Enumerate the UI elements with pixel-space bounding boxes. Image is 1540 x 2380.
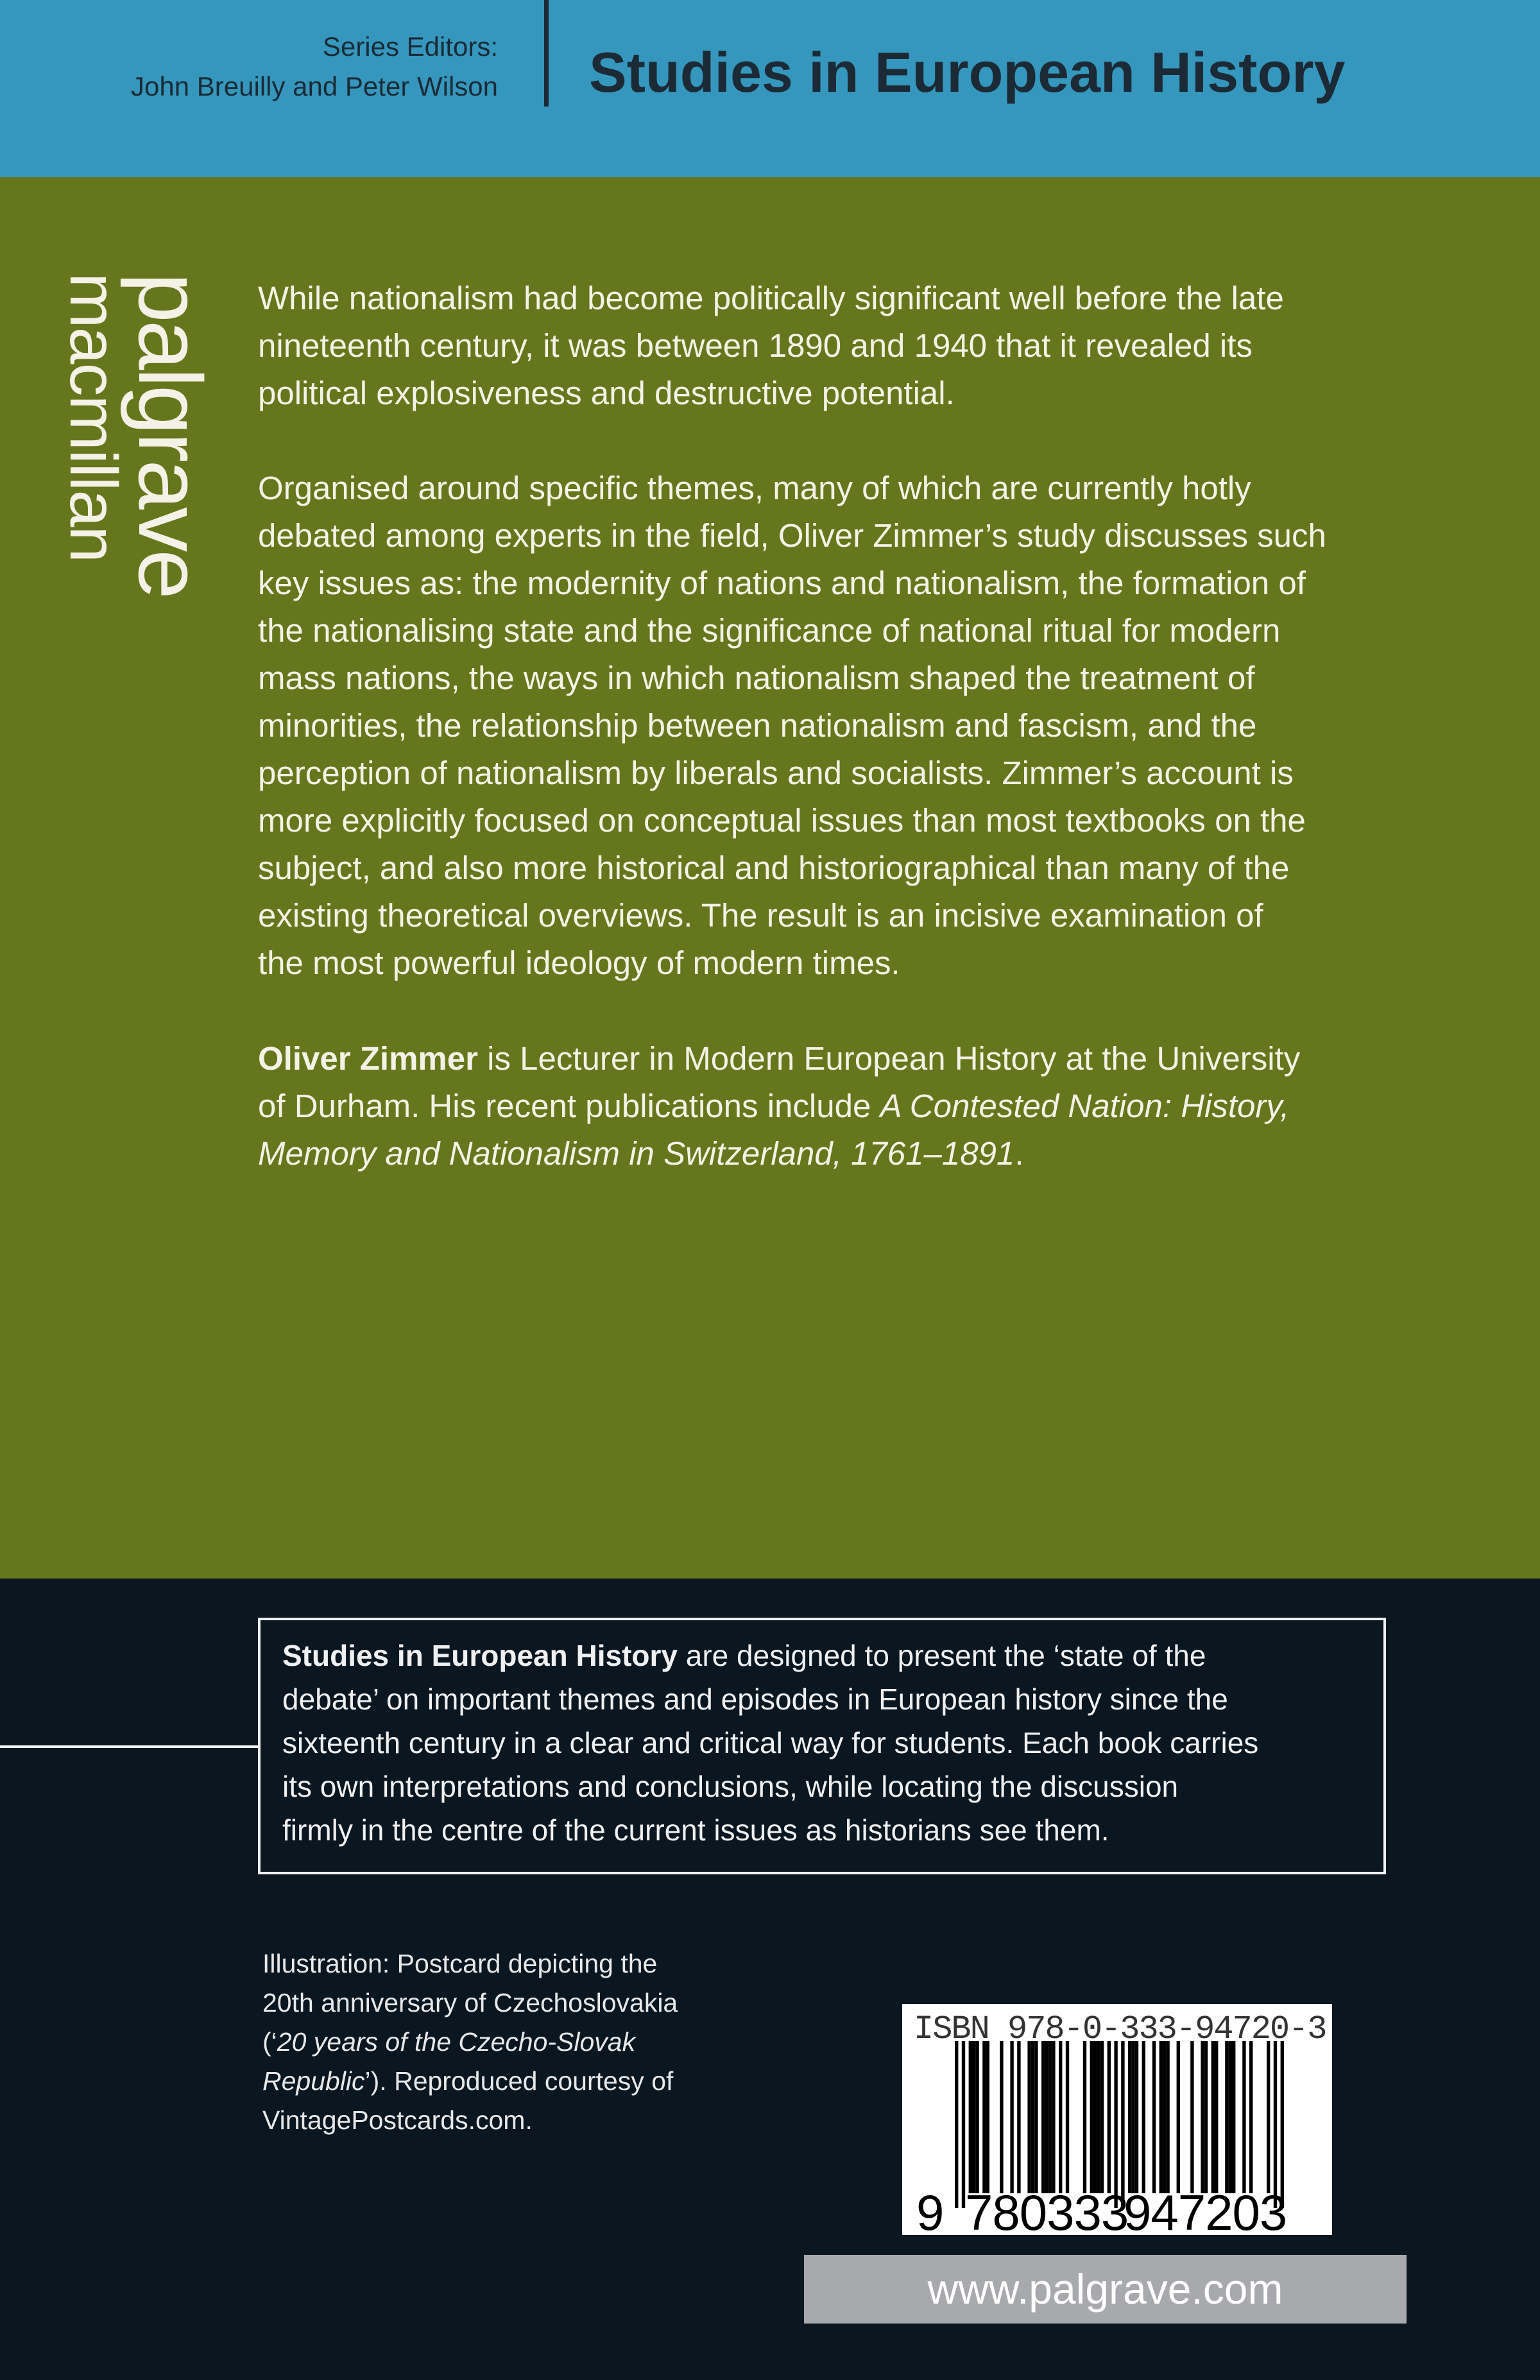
barcode-bar xyxy=(1090,2041,1093,2193)
barcode-bar xyxy=(1201,2041,1204,2193)
barcode-digit-first: 9 xyxy=(916,2184,945,2241)
barcode-bar xyxy=(1066,2041,1069,2193)
illustration-credit xyxy=(262,1944,678,2140)
barcode-bar xyxy=(1229,2041,1232,2193)
text-line: key issues as: the modernity of nations and nationalism, the formation of xyxy=(258,565,1306,601)
logo-palgrave: palgrave xyxy=(120,273,221,597)
barcode-bar xyxy=(1152,2041,1156,2193)
barcode-bar xyxy=(1159,2041,1163,2193)
barcode-bar xyxy=(969,2041,972,2193)
barcode-bar xyxy=(1163,2041,1166,2193)
barcode-bar xyxy=(1059,2041,1062,2193)
blurb-paragraph-2 xyxy=(258,465,1326,987)
text-line: the most powerful ideology of modern times. xyxy=(258,945,900,981)
palgrave-macmillan-logo xyxy=(45,273,221,658)
barcode-digits-left: 780333 xyxy=(965,2184,1129,2241)
credit-line xyxy=(262,2062,678,2101)
author-name: Oliver Zimmer xyxy=(258,1040,478,1077)
postcard-title: Republic xyxy=(262,2066,365,2096)
text-line: minorities, the relationship between nationalism and fascism, and the xyxy=(258,707,1257,744)
barcode-bar xyxy=(1097,2041,1100,2193)
credit-line: VintagePostcards.com. xyxy=(262,2105,533,2135)
barcode-bar xyxy=(1083,2041,1086,2193)
barcode-bar xyxy=(1128,2041,1131,2193)
barcode-bar xyxy=(1121,2041,1124,2208)
barcode-bar xyxy=(1052,2041,1055,2193)
barcode-bar xyxy=(1215,2041,1218,2193)
barcode-bar xyxy=(1100,2041,1104,2193)
text-line: sixteenth century in a clear and critical way for students. Each book carries xyxy=(282,1726,1259,1759)
barcode-bar xyxy=(1027,2041,1031,2193)
author-bio xyxy=(258,1035,1300,1177)
barcode-digits-right: 947203 xyxy=(1124,2184,1287,2241)
book-title: Memory and Nationalism in Switzerland, 1761–1891 xyxy=(258,1135,1015,1172)
author-bio-line xyxy=(258,1130,1300,1177)
barcode-bar xyxy=(1045,2041,1048,2193)
barcode-bar xyxy=(1211,2041,1215,2193)
barcode-bar xyxy=(1031,2041,1034,2193)
text-line: existing theoretical overviews. The result is an incisive examination of xyxy=(258,897,1263,934)
text: . xyxy=(1014,1135,1024,1172)
barcode-bar xyxy=(1166,2041,1169,2193)
text: ’). Reproduced courtesy of xyxy=(364,2066,674,2096)
text-line: debated among experts in the field, Oliver Zimmer’s study discusses such xyxy=(258,517,1326,554)
text: (‘ xyxy=(262,2027,277,2057)
blurb-paragraph-1 xyxy=(258,275,1284,417)
text-line: debate’ on important themes and episodes in European history since the xyxy=(282,1682,1228,1716)
barcode-bar xyxy=(1000,2041,1003,2193)
barcode-bar xyxy=(986,2041,989,2193)
barcode-bar xyxy=(1114,2041,1117,2208)
text-line: nineteenth century, it was between 1890 and 1940 that it revealed its xyxy=(258,327,1253,364)
author-bio-line xyxy=(258,1083,1300,1130)
barcode-bar xyxy=(955,2041,958,2208)
barcode-bar xyxy=(962,2041,965,2208)
series-title: Studies in European History xyxy=(589,40,1346,104)
text-line: perception of nationalism by liberals and socialists. Zimmer’s account is xyxy=(258,755,1294,791)
barcode-bar xyxy=(972,2041,975,2193)
series-description xyxy=(282,1634,1258,1852)
text: is Lecturer in Modern European History at the University xyxy=(477,1040,1301,1077)
text-line: subject, and also more historical and historiographical than many of the xyxy=(258,850,1290,886)
book-title: A Contested Nation: History, xyxy=(880,1088,1290,1124)
barcode-bar xyxy=(1267,2041,1270,2193)
barcode-bar xyxy=(1131,2041,1134,2193)
barcode-bar xyxy=(1142,2041,1145,2193)
text-line: its own interpretations and conclusions, while locating the discussion xyxy=(282,1770,1179,1803)
barcode-bar xyxy=(1093,2041,1097,2193)
barcode-bar xyxy=(982,2041,986,2193)
barcode-bar xyxy=(1242,2041,1245,2193)
postcard-title: 20 years of the Czecho-Slovak xyxy=(277,2027,636,2057)
barcode-bar xyxy=(975,2041,979,2193)
text-line: firmly in the centre of the current issues as historians see them. xyxy=(282,1813,1109,1847)
barcode-bar xyxy=(1017,2041,1020,2193)
barcode-bar xyxy=(1034,2041,1038,2193)
text-line: While nationalism had become politically significant well before the late xyxy=(258,280,1284,316)
barcode-bar xyxy=(1204,2041,1208,2193)
text-line: more explicitly focused on conceptual issues than most textbooks on the xyxy=(258,802,1306,839)
text-line: the nationalising state and the significance of national ritual for modern xyxy=(258,612,1281,649)
barcode-bar xyxy=(1108,2041,1111,2193)
barcode-bar xyxy=(1232,2041,1235,2193)
credit-line xyxy=(262,2023,678,2062)
text-line: mass nations, the ways in which nationalism shaped the treatment of xyxy=(258,660,1255,696)
publisher-url[interactable]: www.palgrave.com xyxy=(804,2255,1407,2324)
barcode-bar xyxy=(1225,2041,1228,2193)
text: are designed to present the ‘state of the xyxy=(678,1639,1206,1672)
header-divider xyxy=(544,0,549,107)
text-line: political explosiveness and destructive potential. xyxy=(258,375,955,411)
series-description-lines xyxy=(282,1677,1258,1852)
logo-macmillan: macmillan xyxy=(56,273,130,562)
barcode-bar xyxy=(1135,2041,1138,2193)
barcode-bar xyxy=(1177,2041,1180,2193)
text: of Durham. His recent publications include xyxy=(258,1088,880,1124)
author-bio-line xyxy=(258,1035,1300,1083)
series-editors xyxy=(131,27,498,107)
box-connector-line xyxy=(0,1745,259,1748)
barcode-bar xyxy=(1274,2041,1277,2208)
text-line: Organised around specific themes, many of which are currently hotly xyxy=(258,470,1251,506)
isbn-barcode xyxy=(902,2004,1332,2241)
series-description-line xyxy=(282,1634,1258,1677)
barcode-bar xyxy=(1010,2041,1013,2193)
barcode-bar xyxy=(1281,2041,1284,2208)
series-editors-label: Series Editors: xyxy=(322,31,498,62)
series-name: Studies in European History xyxy=(282,1639,678,1672)
credit-line: 20th anniversary of Czechoslovakia xyxy=(262,1988,678,2017)
barcode-bar xyxy=(1190,2041,1194,2193)
isbn-label: ISBN 978-0-333-94720-3 xyxy=(914,2010,1326,2048)
series-editors-names: John Breuilly and Peter Wilson xyxy=(131,71,498,101)
barcode-bar xyxy=(1048,2041,1052,2193)
barcode-bar xyxy=(1041,2041,1045,2193)
credit-line: Illustration: Postcard depicting the xyxy=(262,1949,658,1978)
barcode-bar xyxy=(1249,2041,1253,2193)
logo-text xyxy=(56,273,221,597)
